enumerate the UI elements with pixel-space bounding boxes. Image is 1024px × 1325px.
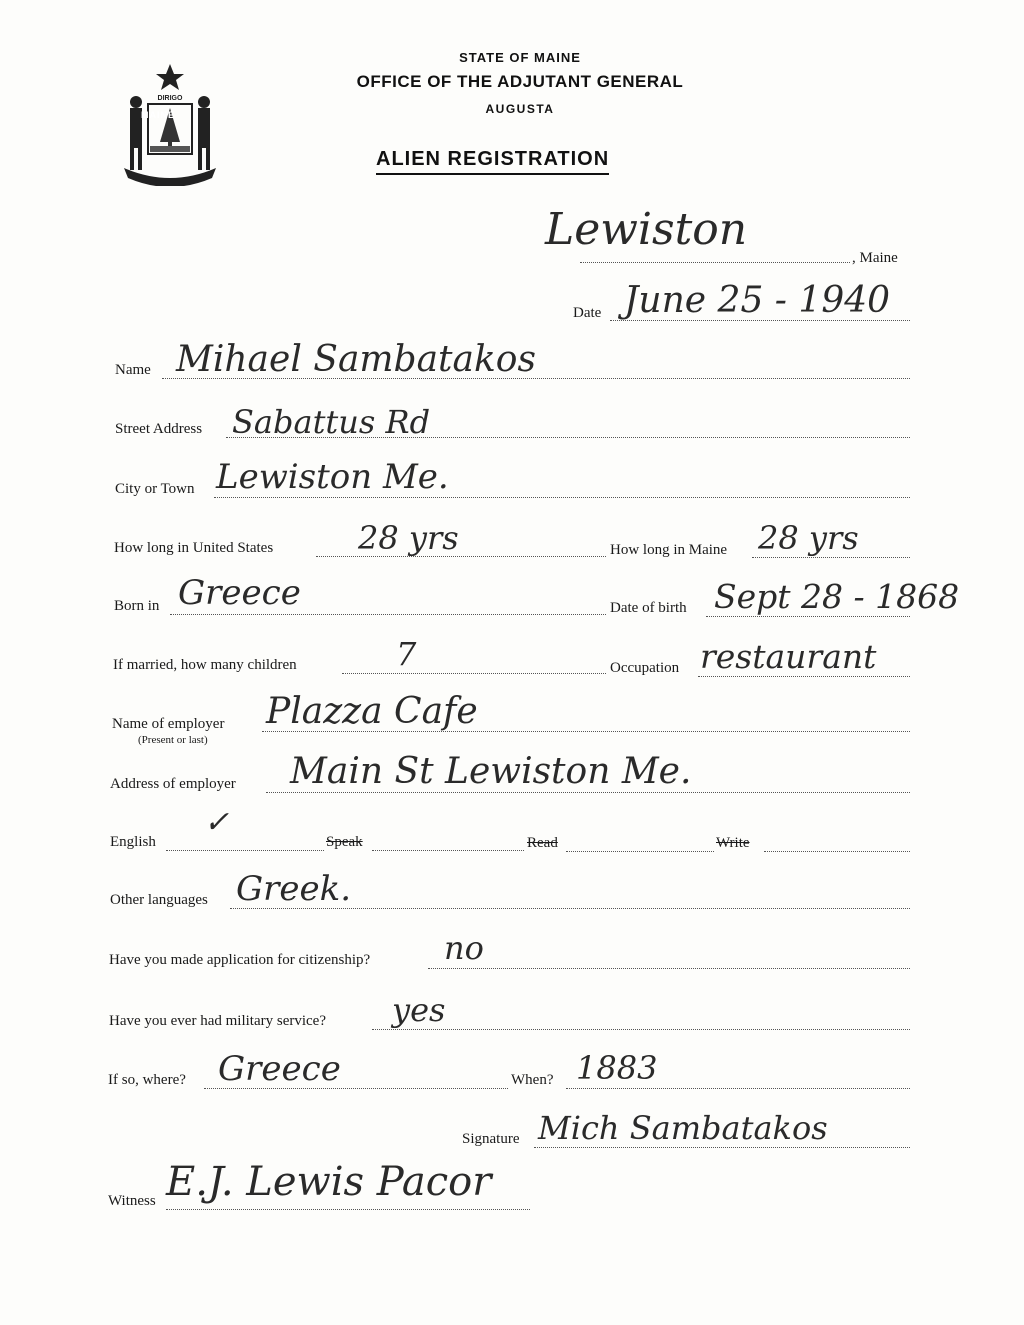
seal-motto-ribbon: MAINE: [141, 110, 175, 120]
date-value[interactable]: June 25 - 1940: [624, 280, 891, 321]
occupation-label: Occupation: [610, 660, 680, 676]
born-line: [170, 614, 606, 615]
svg-text:DIRIGO: DIRIGO: [157, 95, 183, 102]
english-label: English: [110, 834, 156, 850]
speak-line: [372, 850, 524, 851]
military-value[interactable]: yes: [392, 991, 446, 1029]
languages-value[interactable]: Greek.: [236, 869, 352, 909]
when-value[interactable]: 1883: [576, 1049, 658, 1087]
dob-value[interactable]: Sept 28 - 1868: [714, 577, 960, 616]
signature-value[interactable]: Mich Sambatakos: [538, 1109, 828, 1147]
us-time-value[interactable]: 28 yrs: [358, 519, 459, 557]
english-checkmark[interactable]: ✓: [204, 805, 230, 840]
street-value[interactable]: Sabattus Rd: [232, 403, 431, 441]
when-line: [566, 1088, 910, 1089]
when-label: When?: [511, 1072, 554, 1088]
maine-time-label: How long in Maine: [610, 542, 728, 558]
date-label: Date: [573, 305, 602, 321]
write-option[interactable]: Write: [716, 835, 750, 851]
children-value[interactable]: 7: [396, 635, 417, 673]
employer-address-line: [266, 792, 910, 793]
us-time-line: [316, 556, 606, 557]
citizenship-value[interactable]: no: [444, 929, 484, 967]
employer-sublabel: (Present or last): [138, 734, 208, 746]
name-line: [162, 378, 910, 379]
employer-address-label: Address of employer: [110, 776, 236, 792]
where-value[interactable]: Greece: [218, 1049, 341, 1089]
witness-label: Witness: [108, 1193, 156, 1209]
english-line: [166, 850, 324, 851]
signature-label: Signature: [462, 1131, 520, 1147]
born-value[interactable]: Greece: [178, 573, 301, 613]
place-suffix: , Maine: [852, 250, 898, 266]
read-line: [566, 851, 714, 852]
citizenship-line: [428, 968, 910, 969]
occupation-value[interactable]: restaurant: [700, 637, 877, 676]
employer-label: Name of employer: [112, 716, 225, 732]
write-line: [764, 851, 910, 852]
occupation-line: [698, 676, 910, 677]
military-line: [372, 1029, 910, 1030]
city-value[interactable]: Lewiston Me.: [216, 457, 449, 497]
children-line: [342, 673, 606, 674]
dob-line: [706, 616, 910, 617]
employer-line: [262, 731, 910, 732]
where-label: If so, where?: [108, 1072, 186, 1088]
date-line: [610, 320, 910, 321]
born-label: Born in: [114, 598, 160, 614]
city-heading: AUGUSTA: [485, 102, 555, 116]
signature-line: [534, 1147, 910, 1148]
street-label: Street Address: [115, 421, 203, 437]
dob-label: Date of birth: [610, 600, 687, 616]
city-line: [214, 497, 910, 498]
street-line: [226, 437, 910, 438]
speak-option[interactable]: Speak: [326, 834, 363, 850]
where-line: [204, 1088, 508, 1089]
employer-value[interactable]: Plazza Cafe: [266, 691, 478, 732]
city-label: City or Town: [115, 481, 195, 497]
us-time-label: How long in United States: [114, 540, 274, 556]
citizenship-label: Have you made application for citizenship?: [109, 952, 371, 968]
office-heading: OFFICE OF THE ADJUTANT GENERAL: [356, 72, 684, 91]
maine-state-seal-icon: [116, 62, 224, 186]
name-value[interactable]: Mihael Sambatakos: [176, 339, 536, 380]
read-option[interactable]: Read: [527, 835, 558, 851]
children-label: If married, how many children: [113, 657, 297, 673]
form-title: ALIEN REGISTRATION: [376, 148, 609, 175]
witness-value[interactable]: E.J. Lewis Pacor: [166, 1159, 492, 1205]
state-heading: STATE OF MAINE: [459, 50, 581, 65]
maine-time-value[interactable]: 28 yrs: [758, 519, 859, 557]
maine-time-line: [752, 557, 910, 558]
military-label: Have you ever had military service?: [109, 1013, 326, 1029]
witness-line: [166, 1209, 530, 1210]
employer-address-value[interactable]: Main St Lewiston Me.: [290, 751, 692, 792]
place-value[interactable]: Lewiston: [545, 204, 748, 255]
name-label: Name: [115, 362, 151, 378]
place-line: [580, 262, 850, 263]
languages-line: [230, 908, 910, 909]
languages-label: Other languages: [110, 892, 208, 908]
